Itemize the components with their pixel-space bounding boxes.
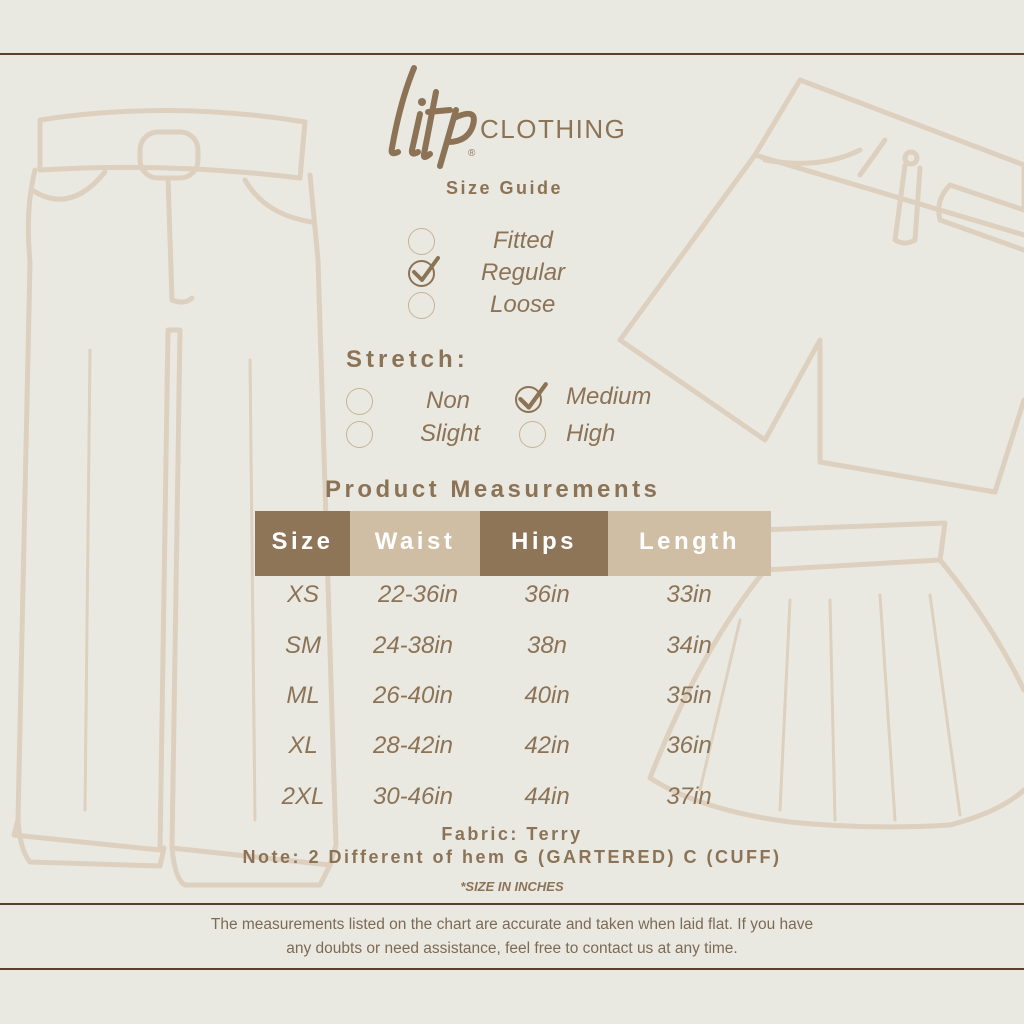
disclaimer-line-2: any doubts or need assistance, feel free to contact us at any time.	[286, 940, 738, 957]
size-in-inches-note: *SIZE IN INCHES	[460, 879, 564, 894]
registered-mark: ®	[468, 148, 476, 159]
brand-logo	[384, 62, 644, 172]
hips-cell: 42in	[524, 732, 570, 759]
pants-sketch-icon	[14, 110, 336, 885]
length-cell: 35in	[666, 682, 712, 709]
disclaimer	[0, 913, 1024, 961]
size-cell: SM	[285, 632, 321, 659]
stretch-high-label: High	[566, 420, 616, 447]
disclaimer-line-1: The measurements listed on the chart are accurate and taken when laid flat. If you have	[210, 916, 814, 933]
length-cell: 34in	[666, 632, 712, 659]
size-cell: XL	[288, 732, 318, 759]
fit-loose-radio[interactable]	[408, 292, 435, 319]
length-cell: 33in	[666, 581, 712, 608]
fit-fitted-radio[interactable]	[408, 228, 435, 255]
fit-fitted-label: Fitted	[493, 227, 554, 254]
waist-cell: 26-40in	[372, 682, 454, 709]
fabric-note: Fabric: Terry	[441, 824, 583, 844]
fit-loose-label: Loose	[490, 291, 556, 318]
hem-note: Note: 2 Different of hem G (GARTERED) C (CUFF)	[242, 847, 782, 867]
checkmark-icon	[514, 380, 550, 416]
size-cell: ML	[286, 682, 320, 709]
stretch-high-radio[interactable]	[519, 421, 546, 448]
size-guide-title: Size Guide	[446, 178, 564, 198]
fit-regular-label: Regular	[481, 259, 566, 286]
header-length: Length	[608, 511, 771, 576]
stretch-slight-label: Slight	[420, 420, 481, 447]
header-waist: Waist	[350, 511, 480, 576]
size-cell: 2XL	[281, 783, 325, 810]
length-cell: 36in	[666, 732, 712, 759]
checkmark-icon	[408, 254, 442, 288]
size-cell: XS	[286, 581, 319, 608]
stretch-title: Stretch:	[346, 346, 469, 373]
header-hips: Hips	[480, 511, 608, 576]
hips-cell: 40in	[524, 682, 570, 709]
litp-script-logo-icon	[384, 62, 484, 172]
stretch-non-radio[interactable]	[346, 388, 373, 415]
hips-cell: 44in	[524, 783, 570, 810]
header-size: Size	[255, 511, 350, 576]
waist-cell: 28-42in	[372, 732, 454, 759]
hips-cell: 38n	[526, 632, 568, 659]
shorts-sketch-icon	[620, 80, 1024, 492]
length-cell: 37in	[666, 783, 712, 810]
stretch-non-label: Non	[426, 387, 471, 414]
stretch-slight-radio[interactable]	[346, 421, 373, 448]
measurements-header-row	[255, 511, 771, 576]
waist-cell: 22-36in	[377, 581, 459, 608]
hips-cell: 36in	[524, 581, 570, 608]
logo-word: CLOTHING	[480, 114, 627, 144]
stretch-medium-label: Medium	[566, 383, 652, 410]
waist-cell: 24-38in	[372, 632, 454, 659]
measurements-title: Product Measurements	[325, 476, 661, 503]
waist-cell: 30-46in	[372, 783, 454, 810]
